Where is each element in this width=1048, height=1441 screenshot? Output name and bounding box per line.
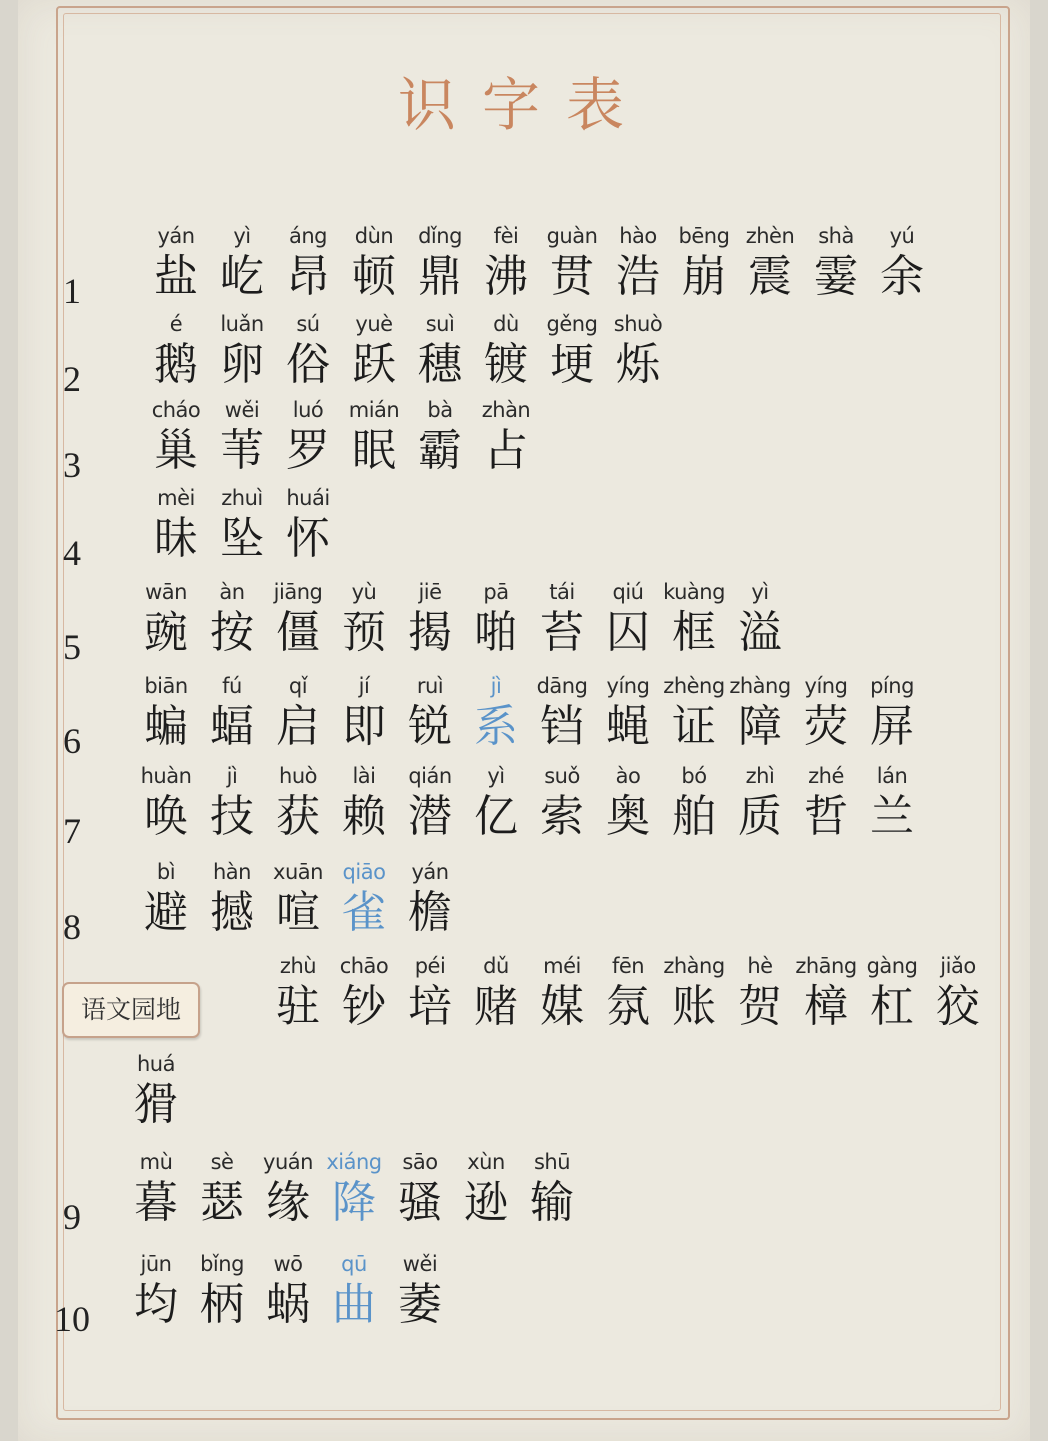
pinyin: zhàn [481,398,531,422]
hanzi-character: 氛 [606,981,650,1032]
pinyin: xiáng [326,1150,382,1174]
pinyin: dùn [354,224,394,248]
pinyin: péi [414,954,446,978]
hanzi-character: 媒 [540,981,584,1032]
hanzi-character: 镀 [484,339,528,390]
pinyin: tái [549,580,575,604]
hanzi-character: 苇 [220,425,264,476]
hanzi-character: 穗 [418,339,462,390]
hanzi-character: 贺 [738,981,782,1032]
hanzi-character: 获 [276,791,320,842]
hanzi-character: 鼎 [418,251,462,302]
pinyin: luǎn [220,312,264,336]
hanzi-character: 余 [880,251,924,302]
character-entry [390,858,470,940]
lesson-number: 9 [63,1197,81,1237]
hanzi-character: 占 [484,425,528,476]
hanzi-character: 瑟 [200,1177,244,1228]
pinyin: huá [137,1052,175,1076]
hanzi-character: 均 [134,1279,178,1330]
hanzi-character: 盐 [154,251,198,302]
pinyin: guàn [546,224,598,248]
pinyin: hè [747,954,773,978]
pinyin: lán [876,764,908,788]
pinyin: gěng [546,312,598,336]
lesson-row [0,762,1048,862]
hanzi-character: 唤 [144,791,188,842]
hanzi-character: 铛 [540,701,584,752]
hanzi-character: 缘 [266,1177,310,1228]
hanzi-character: 预 [342,607,386,658]
pinyin: xuān [273,860,323,884]
character-entry [720,578,800,660]
hanzi-character: 奥 [606,791,650,842]
pinyin: yíng [804,674,848,698]
character-entry [268,484,348,566]
character-entry [380,1250,460,1332]
pinyin: cháo [151,398,201,422]
hanzi-character: 霎 [814,251,858,302]
pinyin: zhàng [729,674,791,698]
hanzi-character: 赌 [474,981,518,1032]
pinyin: bó [681,764,707,788]
hanzi-character: 输 [530,1177,574,1228]
pinyin: mèi [157,486,195,510]
pinyin: yì [233,224,251,248]
character-entry [598,310,678,392]
hanzi-character: 溢 [738,607,782,658]
pinyin: wěi [224,398,260,422]
hanzi-character: 僵 [276,607,320,658]
pinyin: wō [273,1252,303,1276]
pinyin: dǔ [483,954,509,978]
hanzi-character: 猾 [134,1079,178,1130]
pinyin: fèi [493,224,519,248]
hanzi-character: 框 [672,607,716,658]
hanzi-character: 震 [748,251,792,302]
pinyin: zhèng [663,674,725,698]
hanzi-character: 贯 [550,251,594,302]
pinyin: jì [226,764,238,788]
pinyin: xùn [467,1150,505,1174]
pinyin: lài [352,764,376,788]
pinyin: suǒ [544,764,580,788]
hanzi-character: 钞 [342,981,386,1032]
hanzi-character: 啪 [474,607,518,658]
hanzi-character: 樟 [804,981,848,1032]
pinyin: pā [483,580,509,604]
pinyin: jiāng [273,580,323,604]
lesson-number: 6 [63,721,81,761]
pinyin: jiǎo [940,954,976,978]
pinyin: zhāng [795,954,857,978]
pinyin: hàn [213,860,251,884]
pinyin: fú [222,674,242,698]
pinyin: ruì [416,674,444,698]
hanzi-character: 驻 [276,981,320,1032]
pinyin: méi [543,954,581,978]
pinyin: zhèn [745,224,795,248]
pinyin: zhàng [663,954,725,978]
pinyin: zhé [808,764,844,788]
pinyin: wěi [402,1252,438,1276]
page-title: 识字表 [397,71,650,139]
hanzi-character: 蝇 [606,701,650,752]
hanzi-character: 账 [672,981,716,1032]
hanzi-character: 启 [276,701,320,752]
lesson-number: 5 [63,627,81,667]
hanzi-character: 霸 [418,425,462,476]
hanzi-character: 崩 [682,251,726,302]
hanzi-character: 巢 [154,425,198,476]
pinyin: zhuì [221,486,263,510]
hanzi-character: 沸 [484,251,528,302]
hanzi-character: 眠 [352,425,396,476]
hanzi-character: 系 [474,701,518,752]
hanzi-character: 撼 [210,887,254,938]
hanzi-character: 曲 [332,1279,376,1330]
hanzi-character: 兰 [870,791,914,842]
lesson-number: 8 [63,907,81,947]
hanzi-character: 潜 [408,791,452,842]
pinyin: zhù [279,954,317,978]
pinyin: yù [351,580,377,604]
hanzi-character: 烁 [616,339,660,390]
pinyin: yuè [355,312,393,336]
hanzi-character: 蝠 [210,701,254,752]
pinyin: bà [427,398,453,422]
pinyin: suì [425,312,455,336]
hanzi-character: 卵 [220,339,264,390]
hanzi-character: 技 [210,791,254,842]
pinyin: áng [288,224,327,248]
pinyin: mù [139,1150,173,1174]
lesson-row [0,222,1048,322]
character-entry [466,396,546,478]
hanzi-character: 培 [408,981,452,1032]
pinyin: yì [751,580,769,604]
pinyin: yíng [606,674,650,698]
pinyin: kuàng [663,580,725,604]
lesson-number: 2 [63,359,81,399]
hanzi-character: 按 [210,607,254,658]
pinyin: jiē [418,580,442,604]
lesson-row [0,1250,1048,1350]
pinyin: bì [156,860,176,884]
pinyin: huái [286,486,330,510]
hanzi-character: 障 [738,701,782,752]
hanzi-character: 坠 [220,513,264,564]
hanzi-character: 蝙 [144,701,188,752]
character-entry [918,952,998,1034]
pinyin: huò [279,764,317,788]
hanzi-character: 蜗 [266,1279,310,1330]
pinyin: yuán [263,1150,313,1174]
pinyin: fēn [611,954,645,978]
pinyin: àn [219,580,245,604]
character-entry [862,222,942,304]
character-entry [852,762,932,844]
lesson-row [0,672,1048,772]
pinyin: jūn [140,1252,172,1276]
lesson-number: 3 [63,445,81,485]
lesson-row [0,1050,1048,1150]
lesson-number: 7 [63,811,81,851]
pinyin: yán [157,224,195,248]
pinyin: huàn [140,764,192,788]
hanzi-character: 质 [738,791,782,842]
pinyin: é [169,312,183,336]
pinyin: yú [889,224,915,248]
pinyin: dù [493,312,519,336]
section-badge-yuwen-yuandi: 语文园地 [62,982,200,1038]
hanzi-character: 雀 [342,887,386,938]
lesson-row [0,484,1048,584]
hanzi-character: 昧 [154,513,198,564]
lesson-row [0,310,1048,410]
pinyin: zhì [745,764,775,788]
lesson-number: 10 [54,1299,90,1339]
pinyin: sú [296,312,320,336]
pinyin: gàng [866,954,918,978]
hanzi-character: 揭 [408,607,452,658]
hanzi-character: 豌 [144,607,188,658]
pinyin: bēng [678,224,730,248]
hanzi-character: 萎 [398,1279,442,1330]
pinyin: qiāo [342,860,386,884]
lesson-row [0,396,1048,496]
character-entry [852,672,932,754]
hanzi-character: 索 [540,791,584,842]
hanzi-character: 昂 [286,251,330,302]
pinyin: yì [487,764,505,788]
lesson-row [0,578,1048,678]
hanzi-character: 即 [342,701,386,752]
hanzi-character: 俗 [286,339,330,390]
hanzi-character: 锐 [408,701,452,752]
pinyin: yán [411,860,449,884]
hanzi-character: 柄 [200,1279,244,1330]
hanzi-character: 屏 [870,701,914,752]
hanzi-character: 怀 [286,513,330,564]
hanzi-character: 亿 [474,791,518,842]
pinyin: wān [145,580,187,604]
hanzi-character: 鹅 [154,339,198,390]
hanzi-character: 埂 [550,339,594,390]
hanzi-character: 逊 [464,1177,508,1228]
character-entry [116,1050,196,1132]
hanzi-character: 暮 [134,1177,178,1228]
hanzi-character: 檐 [408,887,452,938]
pinyin: shà [818,224,854,248]
pinyin: sāo [402,1150,438,1174]
pinyin: qián [408,764,452,788]
pinyin: hào [619,224,657,248]
pinyin: luó [292,398,324,422]
hanzi-character: 赖 [342,791,386,842]
hanzi-character: 囚 [606,607,650,658]
hanzi-character: 证 [672,701,716,752]
hanzi-character: 罗 [286,425,330,476]
hanzi-character: 降 [332,1177,376,1228]
pinyin: chāo [339,954,389,978]
pinyin: jí [358,674,370,698]
lesson-row [0,1148,1048,1248]
character-entry [512,1148,592,1230]
hanzi-character: 狡 [936,981,980,1032]
pinyin: mián [348,398,400,422]
pinyin: dǐng [418,224,462,248]
pinyin: bǐng [200,1252,244,1276]
lesson-number: 1 [63,271,81,311]
hanzi-character: 舶 [672,791,716,842]
pinyin: qū [341,1252,367,1276]
lesson-row [0,952,1048,1052]
hanzi-character: 骚 [398,1177,442,1228]
hanzi-character: 哲 [804,791,848,842]
pinyin: biān [144,674,188,698]
hanzi-character: 荧 [804,701,848,752]
hanzi-character: 苔 [540,607,584,658]
hanzi-character: 跃 [352,339,396,390]
hanzi-character: 喧 [276,887,320,938]
hanzi-character: 屹 [220,251,264,302]
hanzi-character: 避 [144,887,188,938]
pinyin: dāng [536,674,588,698]
pinyin: píng [870,674,914,698]
pinyin: ào [615,764,641,788]
pinyin: sè [210,1150,234,1174]
lesson-number: 4 [63,533,81,573]
pinyin: shū [533,1150,571,1174]
pinyin: qiú [612,580,644,604]
pinyin: jì [490,674,502,698]
pinyin: shuò [613,312,663,336]
lesson-row [0,858,1048,958]
hanzi-character: 顿 [352,251,396,302]
pinyin: qǐ [288,674,308,698]
hanzi-character: 杠 [870,981,914,1032]
hanzi-character: 浩 [616,251,660,302]
